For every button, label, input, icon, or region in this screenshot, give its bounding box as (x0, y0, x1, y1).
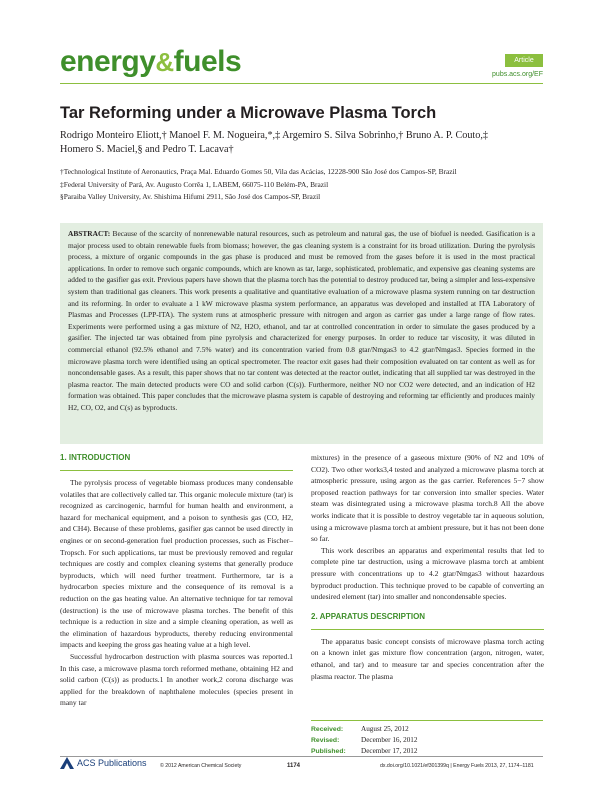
copyright: © 2012 American Chemical Society (160, 763, 242, 769)
affiliation-3: §Paraiba Valley University, Av. Shishima Hifumi 2911, São José dos Campos-SP, Brazil (60, 192, 321, 201)
logo-part-energy: energy (60, 45, 156, 78)
journal-logo (60, 45, 241, 79)
acs-triangle-icon (60, 757, 74, 769)
left-column (60, 452, 293, 709)
affiliation-list (60, 166, 545, 204)
apparatus-paragraph-1: The apparatus basic concept consists of microwave plasma torch acting on a known inlet gas mixture flow concentration (argon, nitrogen, water, ethanol, and tar) and to measure tar and species concentration after the plasma reactor. The plasma (311, 636, 544, 681)
journal-url[interactable]: pubs.acs.org/EF (492, 71, 543, 78)
received-row (311, 724, 543, 735)
abstract-text: Because of the scarcity of nonrenewable natural resources, such as petroleum and natural gas, the use of biofuel is needed. Gasification is a major process used to obtain renewable fuels from biomass; however, the gas cleaning system is a constraint for its broad utilization. During the pyrolysis process, a mixture of organic compounds in the gas phase is produced and must be removed from the gases before it is used in the most practical applications. In order to remove such organic compounds, which are known as tar, large, sophisticated, problematic, and expensive gas cleaning systems are added to the gasifier gas exit. Previous papers have shown that the plasma torch has the potential to destroy produced tar, being a simpler and less-expensive system than traditional gas cleaners. This work presents a qualitative and quantitative evaluation of a microwave plasma system running on tar destruction and its reforming. In order to evaluate a 1 kW microwave plasma system performance, an apparatus was developed and installed at ITA Laboratory of Plasmas and Processes (LPP-ITA). The system runs at atmospheric pressure with nitrogen and argon as carrier gas under a large range of flow rates. Experiments were performed using a gas mixture of N2, H2O, ethanol, and tar at controlled concentration in order to simulate the gases produced by a gasifier. The injected tar was obtained from pine pyrolysis and characterized for energy purposes. In order to reduce tar viscosity, it was diluted in commercial ethanol (92.5% ethanol and 7.5% water) and its concentration varied from 0.8 gtar/Nmgas3 to 4.2 gtar/Nmgas3. Species formed in the microwave plasma torch were identified using an optical spectrometer. The reactor exit gases had their composition evaluated on tar content as well as for noncondensable gases. As a result, this paper shows that no tar content was detected at the reactor outlet, indicating that all supplied tar was destroyed in the plasma reactor. The main detected products were CO and solid carbon (C(s)). Furthermore, neither NO nor CO2 were detected, and an indication of H2 formation was obtained. This paper concludes that the microwave plasma system is capable of destroying and reforming tar efficiently and produces mainly H2, CO, O2, and C(s) as byproducts. (68, 229, 535, 412)
right-column (311, 452, 544, 682)
header-rule (60, 83, 543, 84)
section-rule (60, 470, 293, 471)
section-heading-introduction: 1. INTRODUCTION (60, 453, 131, 462)
intro-paragraph-1: The pyrolysis process of vegetable biomass produces many condensable volatiles that are collectively called tar. This organic molecule mixture (tar) is recognized as carcinogenic, harmful for human health and environment, a hazard for mechanical equipment, and a poison to synthesis gas (CO, H2, and CH4). Because of these problems, gasifier gas cannot be used directly in engines or on second-generation fuel production processes, such as Fischer–Tropsch. For such applications, tar must be previously removed and regular techniques are costly and complex cleaning systems that generally produce byproducts, which will need further treatment. Furthermore, tar is a hydrocarbon species mixture and the consequence of its removal is a reduction on the gas heating value. An alternative technique for tar removal (destruction) is the use of microwave plasma torches. The benefit of this technique is a reduction in size and a simple cleaning operation, as well as the elimination of hazardous byproducts, thereby reducing environmental impacts and keeping the gross gas heating value at a high level. (60, 478, 293, 650)
published-label: Published: (311, 748, 346, 755)
revised-row (311, 735, 543, 746)
right-paragraph-1: mixtures) in the presence of a gaseous mixture (90% of N2 and 10% of CO2). Two other works3,4 tested and analyzed a microwave plasma torch at atmospheric pressure, using argon as the gas carrier. References 5−7 show proposed reaction pathways for tar conversion into smaller species. Water steam was disintegrated using a microwave plasma torch.8 All the above works indicate that it is possible to destroy vegetable tar in aqueous solution, using a microwave plasma torch at ambient pressure, but it has not been done so far. (311, 453, 544, 544)
affiliation-2: ‡Federal University of Pará, Av. Augusto Corrêa 1, LABEM, 66075-110 Belém-PA, Brazil (60, 179, 329, 189)
logo-ampersand: & (155, 47, 174, 77)
acs-publications-logo (60, 757, 147, 769)
abstract-box (60, 223, 543, 444)
publisher-name: ACS Publications (77, 758, 147, 768)
revised-date: December 16, 2012 (361, 736, 418, 744)
received-date: August 25, 2012 (361, 725, 409, 733)
section-heading-apparatus: 2. APPARATUS DESCRIPTION (311, 611, 426, 621)
received-label: Received: (311, 726, 344, 733)
abstract-label: ABSTRACT: (68, 229, 111, 238)
dates-rule (311, 720, 543, 721)
intro-paragraph-2: Successful hydrocarbon destruction with plasma sources was reported.1 In this case, a microwave plasma torch reformed methane, obtaining H2 and solid carbon (C(s)) as products.1 In another work,2 corona discharge was applied for the breakdown of naphthalene molecules (species present in many tar (60, 651, 293, 708)
author-list (60, 129, 545, 157)
affiliation-1: †Technological Institute of Aeronautics, Praça Mal. Eduardo Gomes 50, Vila das Acácias, 12228-900 São José dos Campos-SP, Brazil (60, 167, 457, 176)
doi-citation[interactable]: dx.doi.org/10.1021/ef301399q | Energy Fuels 2013, 27, 1174−1181 (380, 763, 534, 769)
publication-dates (311, 724, 543, 757)
right-paragraph-2: This work describes an apparatus and experimental results that led to complete pine tar destruction, using a microwave plasma torch at ambient pressure with concentrations up to 4.2 gtar/Nmgas3 without hazardous byproduct production. This technique proved to be capable of converting an undesired element (tar) into smaller and noncondensable species. (311, 545, 544, 602)
page-number: 1174 (287, 763, 301, 769)
revised-label: Revised: (311, 737, 340, 744)
author-line-2: Homero S. Maciel,§ and Pedro T. Lacava† (60, 144, 234, 155)
article-badge: Article (505, 54, 543, 67)
section-rule (311, 629, 544, 630)
author-line-1: Rodrigo Monteiro Eliott,† Manoel F. M. Nogueira,*,‡ Argemiro S. Silva Sobrinho,† Bruno A. P. Couto,‡ (60, 130, 489, 141)
logo-part-fuels: fuels (173, 45, 242, 78)
paper-title: Tar Reforming under a Microwave Plasma Torch (60, 104, 437, 122)
published-date: December 17, 2012 (361, 747, 418, 755)
